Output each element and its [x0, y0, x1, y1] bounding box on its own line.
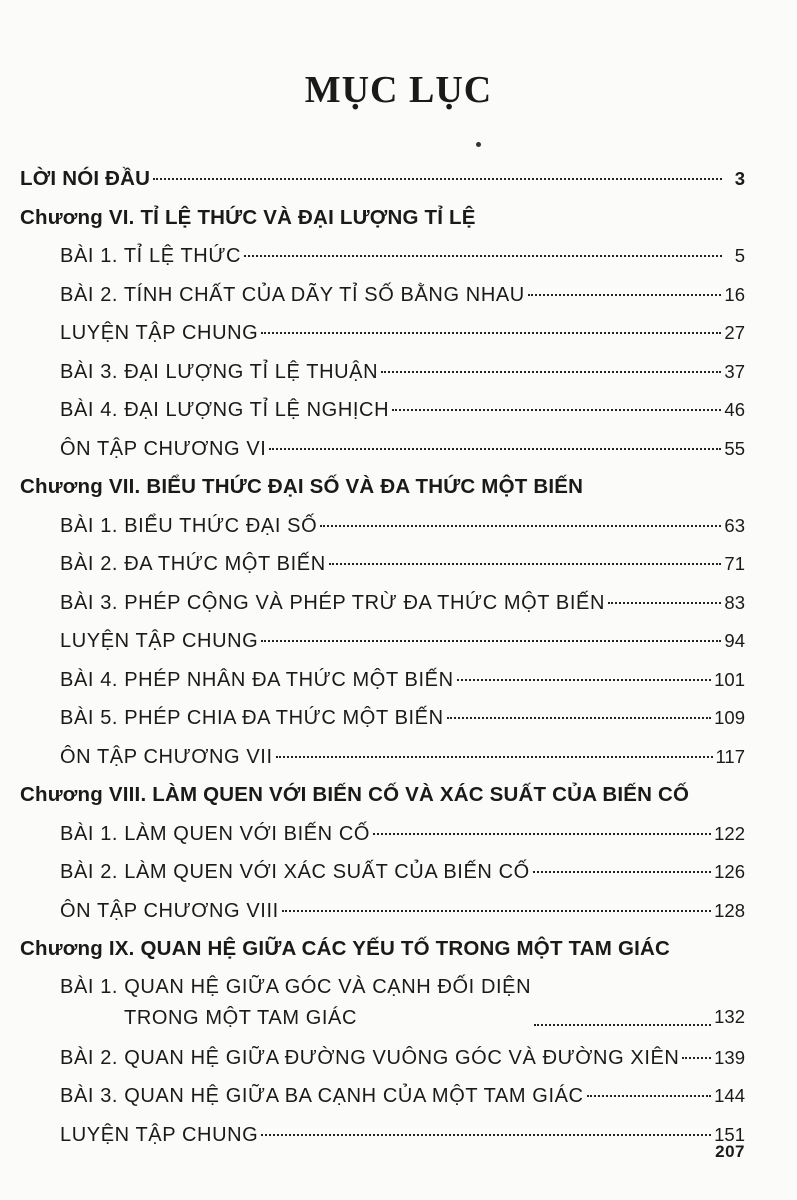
toc-entry	[20, 1039, 745, 1078]
toc-entry	[20, 430, 745, 469]
dot-leader	[392, 409, 721, 411]
toc-entry-page: 94	[724, 630, 745, 651]
ink-dot	[476, 142, 481, 147]
chapter-heading	[20, 930, 745, 969]
toc-entry	[20, 969, 745, 1039]
dot-leader	[534, 1024, 711, 1026]
toc-entry-title-line2: TRONG MỘT TAM GIÁC	[124, 1006, 358, 1029]
toc-entry-title: LỜI NÓI ĐẦU	[20, 167, 151, 190]
toc-entry	[20, 353, 745, 392]
toc-entry-page: 27	[724, 322, 745, 343]
toc-entry-page: 55	[724, 437, 745, 459]
chapter-heading	[20, 199, 745, 238]
toc-entry-title: LUYỆN TẬP CHUNG	[60, 1123, 259, 1146]
toc-entry	[20, 1077, 745, 1116]
toc-entry-title: BÀI 3. PHÉP CỘNG VÀ PHÉP TRỪ ĐA THỨC MỘT BIẾN	[60, 591, 605, 614]
toc-entry	[20, 584, 745, 623]
dot-leader	[447, 717, 711, 719]
toc-entry-page: 122	[714, 822, 745, 844]
dot-leader	[269, 448, 721, 450]
toc-entry	[20, 545, 745, 584]
page-title: MỤC LỤC	[304, 69, 493, 111]
toc-entry-title: BÀI 2. QUAN HỆ GIỮA ĐƯỜNG VUÔNG GÓC VÀ ĐƯỜNG XIÊN	[60, 1046, 680, 1069]
toc-entry-title: LUYỆN TẬP CHUNG	[60, 322, 259, 344]
toc-entry-title: BÀI 2. ĐA THỨC MỘT BIẾN	[60, 553, 326, 575]
toc-entry-title: BÀI 3. QUAN HỆ GIỮA BA CẠNH CỦA MỘT TAM GIÁC	[60, 1085, 584, 1107]
toc-entry-title: BÀI 1. LÀM QUEN VỚI BIẾN CỐ	[60, 822, 371, 845]
toc-entry-page: 83	[724, 591, 745, 613]
toc-entry-page: 71	[724, 553, 745, 574]
page-number: 207	[715, 1142, 745, 1161]
dot-leader	[381, 371, 721, 373]
table-of-contents	[20, 160, 745, 1154]
toc-entry-title: BÀI 4. ĐẠI LƯỢNG TỈ LỆ NGHỊCH	[60, 399, 390, 421]
toc-entry-title: BÀI 5. PHÉP CHIA ĐA THỨC MỘT BIẾN	[60, 707, 444, 729]
dot-leader	[244, 255, 722, 257]
toc-entry-page: 109	[714, 707, 745, 728]
chapter-title: Chương VI. TỈ LỆ THỨC VÀ ĐẠI LƯỢNG TỈ LỆ	[20, 205, 476, 229]
toc-entry-title: BÀI 2. LÀM QUEN VỚI XÁC SUẤT CỦA BIẾN CỐ	[60, 861, 530, 883]
toc-entry-page: 132	[714, 1005, 745, 1027]
toc-entry-page: 63	[724, 514, 745, 536]
toc-entry	[20, 507, 745, 546]
dot-leader	[261, 640, 721, 642]
toc-entry-page: 151	[714, 1123, 745, 1145]
toc-entry-page: 3	[734, 168, 745, 189]
toc-entry	[20, 237, 745, 276]
toc-entry-page: 46	[724, 399, 745, 420]
toc-entry-page: 5	[734, 245, 745, 266]
dot-leader	[282, 910, 711, 912]
toc-entry	[20, 276, 745, 315]
toc-entry-page: 101	[714, 668, 745, 690]
toc-entry	[20, 699, 745, 738]
dot-leader	[682, 1057, 711, 1059]
dot-leader	[608, 602, 721, 604]
dot-leader	[528, 294, 722, 296]
toc-entry	[20, 892, 745, 931]
dot-leader	[533, 871, 711, 873]
toc-entry	[20, 622, 745, 661]
toc-entry-title: LUYỆN TẬP CHUNG	[60, 630, 259, 652]
toc-entry	[20, 853, 745, 892]
toc-entry-title: ÔN TẬP CHƯƠNG VII	[60, 745, 273, 768]
toc-entry-title: BÀI 1. TỈ LỆ THỨC	[60, 245, 242, 267]
chapter-heading	[20, 776, 745, 815]
dot-leader	[373, 833, 711, 835]
toc-entry-page: 139	[714, 1046, 745, 1068]
chapter-title: Chương IX. QUAN HỆ GIỮA CÁC YẾU TỐ TRONG MỘT TAM GIÁC	[20, 937, 670, 960]
toc-entry-page: 128	[714, 899, 745, 921]
chapter-heading	[20, 468, 745, 507]
toc-entry-page: 16	[724, 283, 745, 305]
toc-entry-title	[60, 972, 531, 1034]
dot-leader	[153, 178, 722, 180]
toc-entry-title: BÀI 1. BIỂU THỨC ĐẠI SỐ	[60, 514, 318, 537]
toc-entry-title-line1: BÀI 1. QUAN HỆ GIỮA GÓC VÀ CẠNH ĐỐI DIỆN	[60, 975, 532, 998]
chapter-title: Chương VII. BIỂU THỨC ĐẠI SỐ VÀ ĐA THỨC MỘT BIẾN	[20, 475, 584, 498]
toc-entry-title: BÀI 4. PHÉP NHÂN ĐA THỨC MỘT BIẾN	[60, 668, 454, 691]
dot-leader	[457, 679, 711, 681]
toc-entry-page: 37	[724, 360, 745, 382]
toc-entry-title: ÔN TẬP CHƯƠNG VIII	[60, 899, 279, 922]
toc-preface	[20, 160, 745, 199]
toc-entry	[20, 314, 745, 353]
dot-leader	[329, 563, 722, 565]
toc-entry	[20, 391, 745, 430]
toc-entry	[20, 738, 745, 777]
toc-entry	[20, 815, 745, 854]
chapter-title: Chương VIII. LÀM QUEN VỚI BIẾN CỐ VÀ XÁC SUẤT CỦA BIẾN CỐ	[20, 783, 690, 806]
dot-leader	[261, 1134, 711, 1136]
dot-leader	[276, 756, 713, 758]
dot-leader	[320, 525, 721, 527]
toc-entry-title: BÀI 2. TÍNH CHẤT CỦA DÃY TỈ SỐ BẰNG NHAU	[60, 283, 525, 306]
toc-entry	[20, 1116, 745, 1155]
toc-entry-title: BÀI 3. ĐẠI LƯỢNG TỈ LỆ THUẬN	[60, 360, 379, 383]
toc-entry-page: 117	[715, 745, 745, 767]
toc-entry-page: 126	[714, 861, 745, 882]
toc-entry-page: 144	[714, 1085, 745, 1106]
toc-entry	[20, 661, 745, 700]
toc-entry-title: ÔN TẬP CHƯƠNG VI	[60, 437, 267, 460]
dot-leader	[261, 332, 721, 334]
dot-leader	[587, 1095, 712, 1097]
